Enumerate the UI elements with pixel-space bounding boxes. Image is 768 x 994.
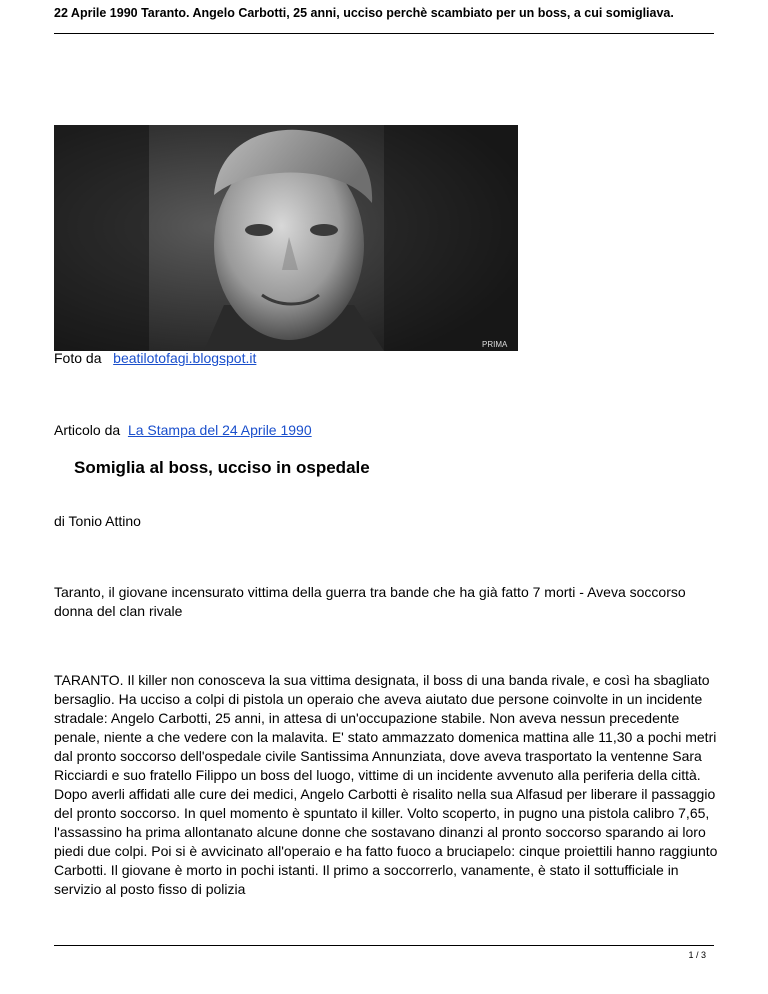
- footer-divider: [54, 945, 714, 946]
- photo-watermark: PRIMA: [482, 340, 508, 349]
- photo-caption: [54, 350, 256, 366]
- article-source: [54, 422, 312, 438]
- portrait-photo-drawing: [54, 125, 518, 351]
- photo-caption-prefix: Foto da: [54, 350, 102, 366]
- page-number: 1 / 3: [688, 950, 706, 960]
- portrait-photo: [54, 125, 518, 351]
- article-headline: Somiglia al boss, ucciso in ospedale: [74, 458, 370, 477]
- photo-source-link[interactable]: beatilotofagi.blogspot.it: [113, 350, 257, 366]
- article-subtitle: Taranto, il giovane incensurato vittima della guerra tra bande che ha già fatto 7 morti - Aveva soccorso donna del clan rivale: [54, 584, 686, 619]
- article-source-link[interactable]: La Stampa del 24 Aprile 1990: [127, 422, 312, 438]
- header-divider: [54, 33, 714, 34]
- article-source-prefix: Articolo da: [54, 422, 121, 438]
- article-byline: di Tonio Attino: [54, 513, 141, 529]
- article-body: TARANTO. Il killer non conosceva la sua vittima designata, il boss di una banda rivale, e così ha sbagliato bersaglio. Ha ucciso a colpi di pistola un operaio che aveva aiutato due persone coinvolte in un incidente stradale: Angelo Carbotti, 25 anni, in attesa di un'occupazione stabile. Non aveva nessun precedente penale, niente a che vedere con la malavita. E' stato ammazzato domenica mattina alle 11,30 a pochi metri dal pronto soccorso dell'ospedale civile Santissima Annunziata, dove aveva trasportato la ventenne Sara Ricciardi e suo fratello Filippo un boss del luogo, vittime di un incidente avvenuto alla periferia della città. Dopo averli affidati alle cure dei medici, Angelo Carbotti è risalito nella sua Alfasud per liberare il passaggio del pronto soccorso. In quel momento è spuntato il killer. Volto scoperto, in pugno una pistola calibro 7,65, l'assassino ha prima allontanato alcune donne che sostavano dinanzi al pronto soccorso sparando ai loro piedi due colpi. Poi si è avvicinato all'operaio e ha fatto fuoco a bruciapelo: cinque proiettili hanno raggiunto Carbotti. Il giovane è morto in pochi istanti. Il primo a soccorrerlo, vanamente, è stato il sottufficiale in servizio al posto fisso di polizia: [54, 672, 718, 897]
- page-header-title: 22 Aprile 1990 Taranto. Angelo Carbotti, 25 anni, ucciso perchè scambiato per un boss, a cui somigliava.: [54, 6, 674, 20]
